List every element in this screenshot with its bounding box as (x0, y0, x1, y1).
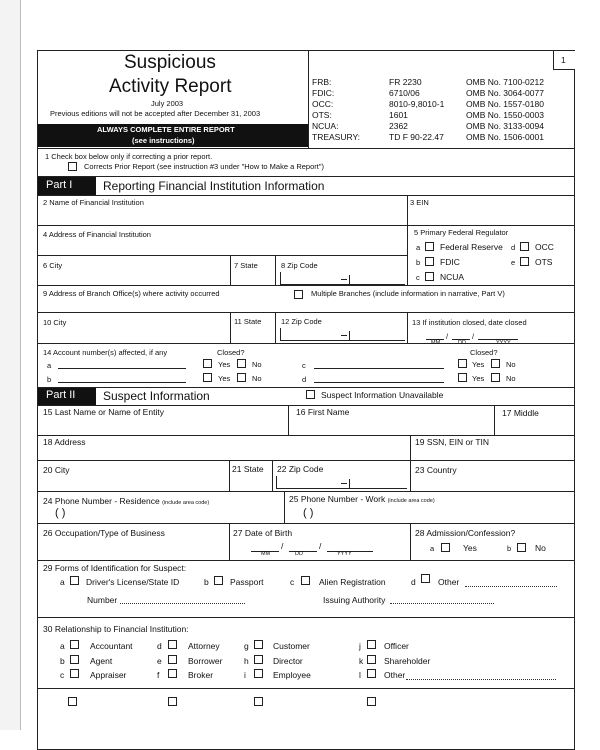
field-21-label: 21 State (232, 464, 264, 474)
ncua-checkbox[interactable] (425, 272, 434, 281)
field-22-label: 22 Zip Code (277, 464, 324, 474)
option-letter: k (359, 656, 364, 666)
account-letter: d (302, 375, 307, 384)
divider (229, 460, 230, 491)
broker-label: Broker (188, 670, 214, 680)
option-letter: l (359, 670, 361, 680)
account-b-input[interactable] (58, 382, 186, 383)
field-24-note: (include area code) (162, 500, 210, 506)
divider (37, 176, 575, 177)
option-letter: b (507, 544, 512, 553)
option-letter: a (60, 577, 65, 587)
divider (37, 255, 407, 256)
borrower-checkbox[interactable] (168, 655, 177, 664)
page-margin-left (0, 0, 21, 730)
field-27-label: 27 Date of Birth (233, 528, 293, 538)
zip-divider (349, 479, 350, 488)
page-number: 1 (561, 55, 566, 65)
residence-phone-input[interactable]: ( ) (55, 507, 66, 519)
yes-label: Yes (472, 360, 485, 369)
divider (37, 460, 575, 461)
account-letter: b (47, 375, 52, 384)
shareholder-checkbox[interactable] (367, 655, 376, 664)
yes-label: Yes (218, 374, 231, 383)
zip-divider (349, 331, 350, 340)
yes-label: Yes (218, 360, 231, 369)
accountant-checkbox[interactable] (70, 640, 79, 649)
agency-form: 1601 (389, 110, 408, 120)
divider (37, 195, 575, 196)
divider (37, 225, 575, 226)
zip-dash (341, 483, 347, 484)
divider (410, 435, 411, 460)
divider (37, 312, 575, 313)
corrects-prior-checkbox[interactable] (68, 162, 77, 171)
field-18-label: 18 Address (43, 437, 86, 447)
agent-label: Agent (90, 656, 113, 666)
passport-checkbox[interactable] (214, 576, 223, 585)
passport-label: Passport (230, 577, 264, 587)
field-17-label: 17 Middle (502, 408, 539, 418)
customer-checkbox[interactable] (254, 640, 263, 649)
part1-tag: Part I (46, 179, 73, 191)
other-id-label: Other (438, 577, 460, 587)
option-letter: e (511, 258, 516, 267)
option-letter: a (430, 544, 435, 553)
agency-name: NCUA: (312, 121, 339, 131)
divider (37, 617, 575, 618)
drivers-license-label: Driver's License/State ID (86, 577, 180, 587)
field-5-label: 5 Primary Federal Regulator (414, 228, 509, 237)
date-slash: / (446, 332, 449, 341)
occ-checkbox[interactable] (520, 242, 529, 251)
field-19-label: 19 SSN, EIN or TIN (415, 437, 490, 447)
divider (229, 523, 230, 560)
option-letter: h (244, 656, 249, 666)
fdic-label: FDIC (440, 257, 460, 267)
banner-line1: ALWAYS COMPLETE ENTIRE REPORT (97, 125, 235, 134)
field-25-text: 25 Phone Number - Work (289, 494, 386, 504)
suspect-unavailable-label: Suspect Information Unavailable (321, 390, 444, 400)
occ-label: OCC (535, 242, 554, 252)
option-letter: d (157, 641, 162, 651)
date-dd: DD (458, 340, 466, 346)
previous-editions-note: Previous editions will not be accepted after December 31, 2003 (50, 109, 261, 118)
divider (230, 312, 231, 343)
divider (37, 560, 575, 561)
divider (288, 405, 289, 435)
divider (407, 312, 408, 343)
alien-registration-checkbox[interactable] (301, 576, 310, 585)
field-29-label: 29 Forms of Identification for Suspect: (43, 563, 187, 573)
option-letter: g (244, 641, 249, 651)
option-letter: j (359, 641, 361, 651)
part1-title: Reporting Financial Institution Information (103, 179, 325, 193)
agency-omb: OMB No. 1506-0001 (466, 132, 544, 142)
other-relationship-checkbox[interactable] (367, 669, 376, 678)
banner-line2: (see instructions) (132, 136, 195, 145)
multiple-branches-label: Multiple Branches (include information in narrative, Part V) (311, 289, 505, 298)
ots-checkbox[interactable] (520, 257, 529, 266)
option-letter: a (416, 243, 421, 252)
agency-form: FR 2230 (389, 77, 422, 87)
agency-name: FRB: (312, 77, 332, 87)
closed-yes-checkbox[interactable] (458, 359, 467, 368)
field-24-label (43, 496, 209, 506)
agency-omb: OMB No. 1550-0003 (466, 110, 544, 120)
other-id-input[interactable] (465, 586, 557, 587)
ncua-label: NCUA (440, 272, 465, 282)
field-7-label: 7 State (234, 261, 258, 270)
field-30-label: 30 Relationship to Financial Institution: (43, 624, 189, 634)
next-row-checkbox[interactable] (367, 697, 376, 706)
field-11-label: 11 State (234, 317, 262, 326)
attorney-checkbox[interactable] (168, 640, 177, 649)
closed-no-checkbox[interactable] (491, 359, 500, 368)
closed-no-checkbox[interactable] (237, 373, 246, 382)
director-label: Director (273, 656, 303, 666)
employee-label: Employee (273, 670, 311, 680)
field-3-label: 3 EIN (410, 198, 429, 207)
divider (407, 195, 408, 225)
yes-label: Yes (472, 374, 485, 383)
other-id-checkbox[interactable] (421, 574, 430, 583)
agency-form: 2362 (389, 121, 408, 131)
director-checkbox[interactable] (254, 655, 263, 664)
confession-no-checkbox[interactable] (517, 543, 526, 552)
birth-mm: MM (261, 551, 271, 557)
field-12-label: 12 Zip Code (281, 317, 322, 326)
federal-reserve-checkbox[interactable] (425, 242, 434, 251)
date-mm: MM (431, 340, 441, 346)
next-row-checkbox[interactable] (254, 697, 263, 706)
divider (410, 460, 411, 491)
option-letter: d (511, 243, 516, 252)
no-label: No (252, 374, 262, 383)
field-25-note: (include area code) (387, 498, 435, 504)
officer-label: Officer (384, 641, 409, 651)
work-phone-input[interactable]: ( ) (303, 507, 314, 519)
field-6-label: 6 City (43, 261, 63, 270)
divider (407, 225, 408, 285)
divider (230, 255, 231, 285)
fdic-checkbox[interactable] (425, 257, 434, 266)
option-letter: e (157, 656, 162, 666)
field-23-label: 23 Country (415, 465, 457, 475)
field-14-label: 14 Account number(s) affected, if any (43, 348, 168, 357)
option-letter: a (60, 641, 65, 651)
date-slash: / (281, 541, 284, 551)
field-24-text: 24 Phone Number - Residence (43, 496, 160, 506)
zip-dash (341, 335, 347, 336)
birth-dd: DD (295, 551, 303, 557)
closed-no-checkbox[interactable] (491, 373, 500, 382)
option-letter: b (416, 258, 421, 267)
employee-checkbox[interactable] (254, 669, 263, 678)
part2-tag: Part II (46, 389, 76, 401)
divider (37, 387, 575, 388)
field-13-label: 13 If institution closed, date closed (412, 318, 527, 327)
date-closed-input[interactable] (426, 330, 566, 340)
field-15-label: 15 Last Name or Name of Entity (43, 407, 164, 417)
field-10-label: 10 City (43, 318, 67, 327)
closed-yes-checkbox[interactable] (458, 373, 467, 382)
field-28-label: 28 Admission/Confession? (415, 528, 516, 538)
divider (284, 491, 285, 523)
account-d-input[interactable] (314, 382, 444, 383)
option-letter: b (204, 577, 209, 587)
agency-omb: OMB No. 1557-0180 (466, 99, 544, 109)
other-relationship-input[interactable] (406, 679, 556, 680)
closed-header: Closed? (217, 348, 245, 357)
field-9-label: 9 Address of Branch Office(s) where activity occurred (43, 289, 220, 298)
next-row-checkbox[interactable] (68, 697, 77, 706)
divider (37, 343, 575, 344)
federal-reserve-label: Federal Reserve (440, 242, 503, 252)
id-number-input[interactable] (120, 603, 245, 604)
agency-omb: OMB No. 3064-0077 (466, 88, 544, 98)
agency-omb: OMB No. 3133-0094 (466, 121, 544, 131)
agency-omb: OMB No. 7100-0212 (466, 77, 544, 87)
alien-registration-label: Alien Registration (319, 577, 386, 587)
appraiser-label: Appraiser (90, 670, 127, 680)
option-letter: b (60, 656, 65, 666)
drivers-license-checkbox[interactable] (70, 576, 79, 585)
divider (275, 312, 276, 343)
account-c-input[interactable] (314, 368, 444, 369)
account-letter: c (302, 361, 306, 370)
appraiser-checkbox[interactable] (70, 669, 79, 678)
divider (275, 255, 276, 285)
closed-yes-checkbox[interactable] (203, 373, 212, 382)
zip-dash (341, 279, 347, 280)
date-slash: / (472, 332, 475, 341)
divider (37, 491, 575, 492)
multiple-branches-checkbox[interactable] (294, 290, 303, 299)
accountant-label: Accountant (90, 641, 133, 651)
field-26-label: 26 Occupation/Type of Business (43, 528, 165, 538)
no-label: No (506, 374, 516, 383)
ots-label: OTS (535, 257, 553, 267)
date-slash: / (319, 541, 322, 551)
field-2-input[interactable] (40, 208, 404, 223)
header-divider (308, 50, 309, 148)
divider (37, 523, 575, 524)
birth-yyyy: YYYY (337, 551, 352, 557)
date-yyyy: YYYY (496, 340, 511, 346)
no-label: No (252, 360, 262, 369)
closed-header: Closed? (470, 348, 498, 357)
option-letter: f (157, 670, 160, 680)
agency-name: TREASURY: (312, 132, 361, 142)
issuing-authority-input[interactable] (390, 603, 494, 604)
next-row-checkbox[interactable] (168, 697, 177, 706)
field-25-label (289, 494, 435, 504)
divider (37, 435, 575, 436)
field-2-label: 2 Name of Financial Institution (43, 198, 144, 207)
suspect-unavailable-checkbox[interactable] (306, 390, 315, 399)
option-letter: c (416, 273, 420, 282)
field-20-label: 20 City (43, 465, 70, 475)
option-letter: d (411, 577, 416, 587)
shareholder-label: Shareholder (384, 656, 431, 666)
title-line2: Activity Report (109, 76, 232, 97)
issuing-authority-label: Issuing Authority (323, 595, 386, 605)
part2-title: Suspect Information (103, 389, 210, 403)
borrower-label: Borrower (188, 656, 223, 666)
zip-divider (349, 275, 350, 284)
field-3-input[interactable] (410, 208, 570, 223)
confession-yes-checkbox[interactable] (441, 543, 450, 552)
item1-label: 1 Check box below only if correcting a prior report. (45, 152, 213, 161)
divider (37, 148, 575, 149)
field-16-label: 16 First Name (296, 407, 350, 417)
account-a-input[interactable] (58, 368, 186, 369)
no-label: No (535, 543, 546, 553)
account-letter: a (47, 361, 52, 370)
divider (272, 460, 273, 491)
divider (410, 523, 411, 560)
id-number-label: Number (87, 595, 118, 605)
broker-checkbox[interactable] (168, 669, 177, 678)
option-letter: c (60, 670, 65, 680)
officer-checkbox[interactable] (367, 640, 376, 649)
agency-name: OTS: (312, 110, 332, 120)
other-relationship-label: Other (384, 670, 406, 680)
no-label: No (506, 360, 516, 369)
yes-label: Yes (463, 543, 477, 553)
divider (37, 285, 575, 286)
date-line (289, 551, 317, 552)
agency-form: TD F 90-22.47 (389, 132, 444, 142)
attorney-label: Attorney (188, 641, 220, 651)
corrects-prior-label: Corrects Prior Report (see instruction #3 under "How to Make a Report") (84, 162, 325, 171)
divider (494, 405, 495, 435)
customer-label: Customer (273, 641, 310, 651)
field-8-label: 8 Zip Code (281, 261, 318, 270)
option-letter: i (244, 670, 246, 680)
divider (37, 688, 575, 689)
form-date: July 2003 (151, 99, 184, 108)
agency-form: 6710/06 (389, 88, 420, 98)
title-line1: Suspicious (124, 52, 216, 73)
agency-name: FDIC: (312, 88, 335, 98)
field-4-label: 4 Address of Financial Institution (43, 230, 151, 239)
closed-yes-checkbox[interactable] (203, 359, 212, 368)
closed-no-checkbox[interactable] (237, 359, 246, 368)
agent-checkbox[interactable] (70, 655, 79, 664)
agency-name: OCC: (312, 99, 334, 109)
agency-form: 8010-9,8010-1 (389, 99, 445, 109)
option-letter: c (290, 577, 295, 587)
